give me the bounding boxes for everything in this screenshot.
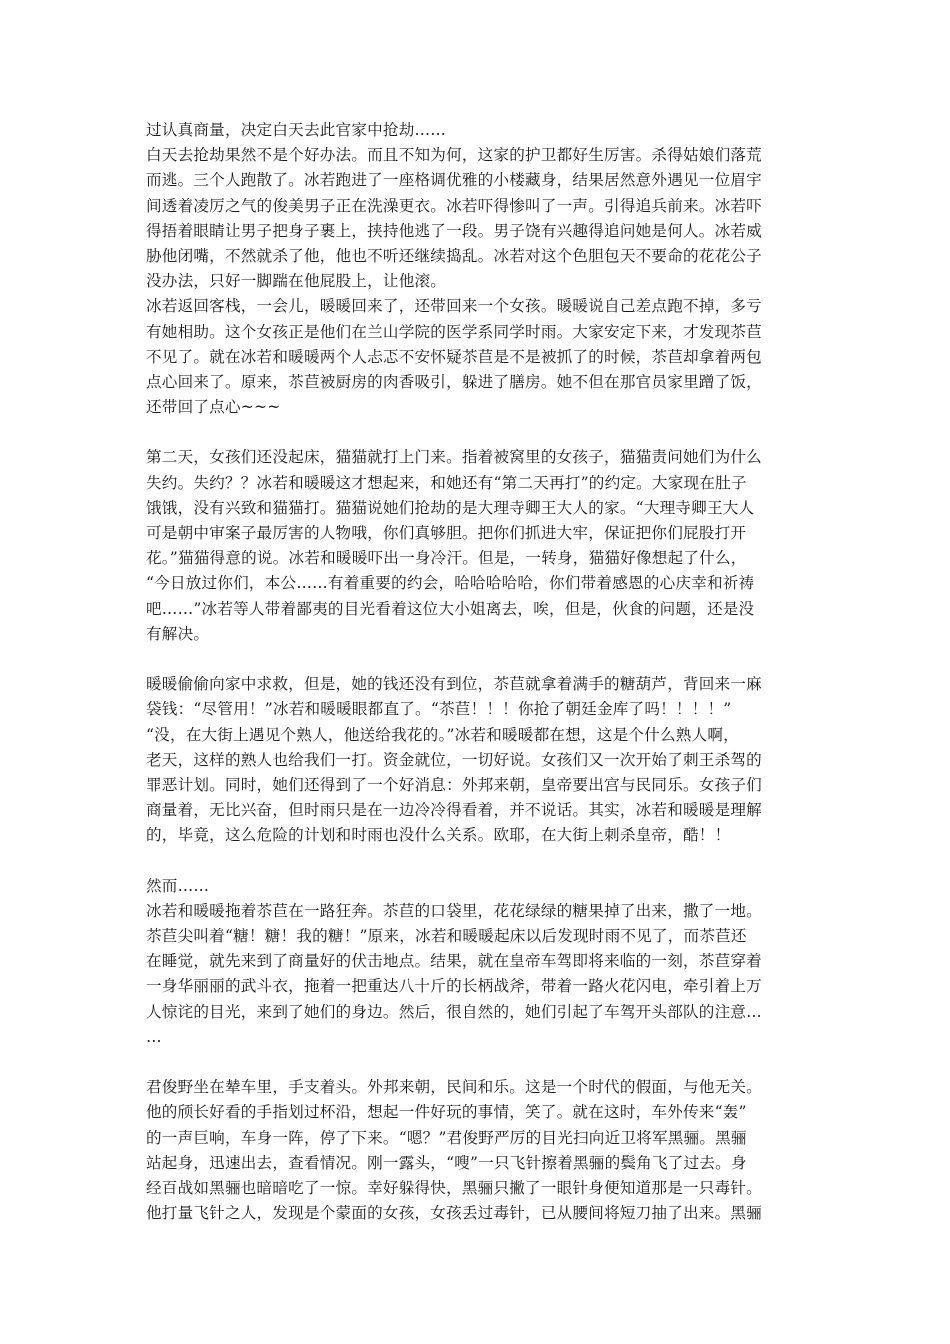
text-line: 有解决。 <box>146 624 210 643</box>
text-line: 而逃。三个人跑散了。冰若跑进了一座格调优雅的小楼藏身，结果居然意外遇见一位眉宇 <box>146 171 762 190</box>
text-line: “今日放过你们，本公……有着重要的约会，哈哈哈哈哈，你们带着感恩的心庆幸和祈祷 <box>146 574 755 593</box>
text-line: 暖暖偷偷向家中求救，但是，她的钱还没有到位，苶苣就拿着满手的糖葫芦，背回来一麻 <box>146 675 762 694</box>
text-line: 可是朝中审案子最厉害的人物哦，你们真够胆。把你们抓进大牢，保证把你们屁股打开 <box>146 524 747 542</box>
text-line: 没办法，只好一脚踹在他屁股上，让他滚。 <box>146 272 447 291</box>
text-line: 老天，这样的熟人也给我们一打。资金就位，一切好说。女孩们又一次开始了刺王杀驾的 <box>146 750 762 769</box>
text-line: 的，毕竟，这么危险的计划和时雨也没什么关系。欧耶，在大街上刺杀皇帝，酷！！ <box>146 826 731 845</box>
text-line: 还带回了点心~~~ <box>146 398 281 417</box>
text-line: 点心回来了。原来，苶苣被厨房的肉香吸引，躲进了膳房。她不但在那官员家里蹭了饭， <box>146 372 762 391</box>
text-line: … <box>146 1027 162 1046</box>
text-line: 经百战如黑骊也暗暗吃了一惊。幸好躲得快，黑骊只撇了一眼针身便知道那是一只毒针。 <box>146 1178 762 1197</box>
text-line: 然而…… <box>146 876 210 895</box>
text-line: 冰若和暖暖拖着苶苣在一路狂奔。苶苣的口袋里，花花绿绿的糖果掉了出来，撒了一地。 <box>146 901 762 920</box>
text-line: 君俊野坐在辇车里，手支着头。外邦来朝，民间和乐。这是一个时代的假面，与他无关。 <box>146 1078 762 1097</box>
text-line: 商量着，无比兴奋，但时雨只是在一边冷冷得看着，并不说话。其实，冰若和暖暖是理解 <box>146 801 762 820</box>
text-line: 苶苣尖叫着“糖！糖！我的糖！”原来，冰若和暖暖起床以后发现时雨不见了，而苶苣还 <box>146 927 747 945</box>
text-line: 饿饿，没有兴致和猫猫打。猫猫说她们抢劫的是大理寺卿王大人的家。“大理寺卿王大人 <box>146 498 755 517</box>
text-line: 罪恶计划。同时，她们还得到了一个好消息：外邦来朝，皇帝要出宫与民同乐。女孩子们 <box>146 775 762 794</box>
text-line: 冰若返回客栈，一会儿，暖暖回来了，还带回来一个女孩。暖暖说自己差点跑不掉，多亏 <box>146 297 762 316</box>
text-line: 在睡觉，就先来到了商量好的伏击地点。结果，就在皇帝车驾即将来临的一刻，苶苣穿着 <box>146 952 762 971</box>
blank-line <box>146 848 806 873</box>
blank-line <box>146 647 806 672</box>
text-line: 他打量飞针之人，发现是个蒙面的女孩，女孩丢过毒针，已从腰间将短刀抽了出来。黑骊 <box>146 1204 762 1223</box>
text-line: 他的颀长好看的手指划过杯沿，想起一件好玩的事情，笑了。就在这时，车外传来“轰” <box>146 1103 747 1122</box>
text-line: 间透着凌厉之气的俊美男子正在洗澡更衣。冰若吓得惨叫了一声。引得追兵前来。冰若吓 <box>146 196 762 215</box>
text-line: 袋钱：“尽管用！”冰若和暖暖眼都直了。“苶苣！！！你抢了朝廷金库了吗！！！！” <box>146 700 732 719</box>
text-line: 第二天，女孩们还没起床，猫猫就打上门来。指着被窝里的女孩子，猫猫责问她们为什么 <box>146 448 762 467</box>
text-line: 的一声巨响，车身一阵，停了下来。“嗯？”君俊野严厉的目光扫向近卫将军黑骊。黑骊 <box>146 1128 747 1147</box>
text-line: 白天去抢劫果然不是个好办法。而且不知为何，这家的护卫都好生厉害。杀得姑娘们落荒 <box>146 146 762 165</box>
blank-line <box>146 1050 806 1075</box>
text-line: 站起身，迅速出去，查看情况。刚一露头，“嗖”一只飞针擦着黑骊的鬓角飞了过去。身 <box>146 1153 747 1172</box>
text-line: 吧……”冰若等人带着鄙夷的目光看着这位大小姐离去，唉，但是，伙食的问题，还是没 <box>146 599 755 618</box>
text-line: 不见了。就在冰若和暖暖两个人忐忑不安怀疑苶苣是不是被抓了的时候，苶苣却拿着两包 <box>146 347 762 366</box>
text-line: “没，在大街上遇见个熟人，他送给我花的。”冰若和暖暖都在想，这是个什么熟人啊， <box>146 725 739 744</box>
body-text <box>146 118 806 1226</box>
text-line: 胁他闭嘴，不然就杀了他，他也不听还继续捣乱。冰若对这个色胆包天不要命的花花公子 <box>146 246 762 265</box>
text-line: 失约。失约？？冰若和暖暖这才想起来，和她还有“第二天再打”的约定。大家现在肚子 <box>146 473 747 492</box>
text-line: 过认真商量，决定白天去此官家中抢劫…… <box>146 121 447 139</box>
blank-line <box>146 420 806 445</box>
text-line: 一身华丽丽的武斗衣，拖着一把重达八十斤的长柄战斧，带着一路火花闪电，牵引着上万 <box>146 977 762 996</box>
text-line: 有她相助。这个女孩正是他们在兰山学院的医学系同学时雨。大家安定下来，才发现苶苣 <box>146 322 762 341</box>
text-line: 得捂着眼睛让男子把身子裹上，挟持他逃了一段。男子饶有兴趣得追问她是何人。冰若威 <box>146 221 762 240</box>
text-line: 花。”猫猫得意的说。冰若和暖暖吓出一身冷汗。但是，一转身，猫猫好像想起了什么， <box>146 549 747 568</box>
text-line: 人惊诧的目光，来到了她们的身边。然后，很自然的，她们引起了车驾开头部队的注意… <box>146 1002 762 1021</box>
